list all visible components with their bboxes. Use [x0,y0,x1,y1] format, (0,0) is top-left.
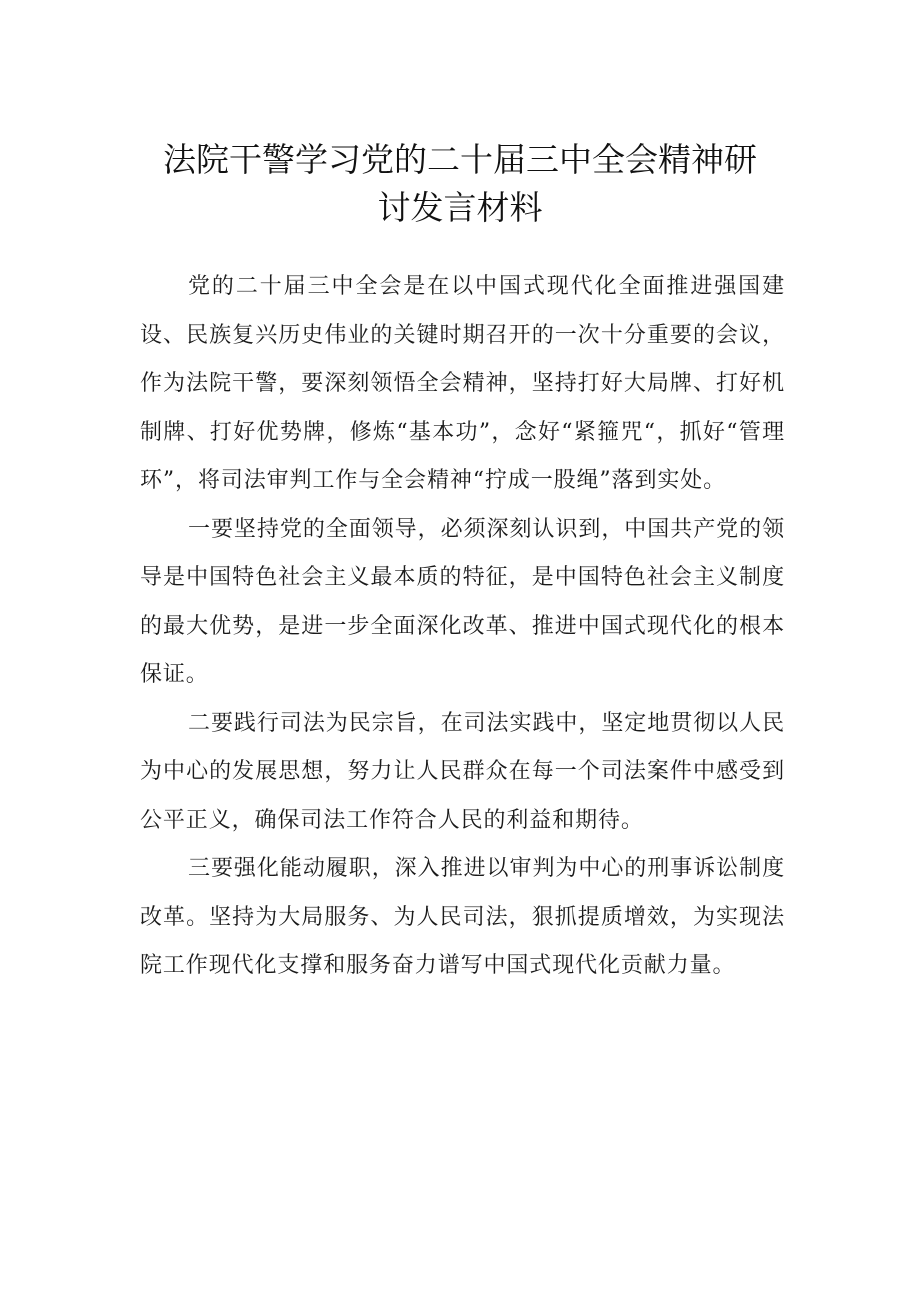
paragraph-intro: 党的二十届三中全会是在以中国式现代化全面推进强国建设、民族复兴历史伟业的关键时期召开的一次十分重要的会议，作为法院干警，要深刻领悟全会精神，坚持打好大局牌、打好机制牌、打好优势牌，修炼“基本功”，念好“紧箍咒“，抓好“管理环”，将司法审判工作与全会精神“拧成一股绳”落到实处。 [140,274,785,493]
paragraph-point-3: 三要强化能动履职，深入推进以审判为中心的刑事诉讼制度改革。坚持为大局服务、为人民司法，狠抓提质增效，为实现法院工作现代化支撑和服务奋力谱写中国式现代化贡献力量。 [140,856,785,978]
title-line-2: 讨发言材料 [377,188,543,227]
paragraph-point-1: 一要坚持党的全面领导，必须深刻认识到，中国共产党的领导是中国特色社会主义最本质的特征，是中国特色社会主义制度的最大优势，是进一步全面深化改革、推进中国式现代化的根本保证。 [140,516,785,687]
title-line-1: 法院干警学习党的二十届三中全会精神研 [163,140,757,179]
document-body [140,263,785,991]
document-title [0,136,920,232]
paragraph-point-2: 二要践行司法为民宗旨，在司法实践中，坚定地贯彻以人民为中心的发展思想，努力让人民群众在每一个司法案件中感受到公平正义，确保司法工作符合人民的利益和期待。 [140,710,785,833]
